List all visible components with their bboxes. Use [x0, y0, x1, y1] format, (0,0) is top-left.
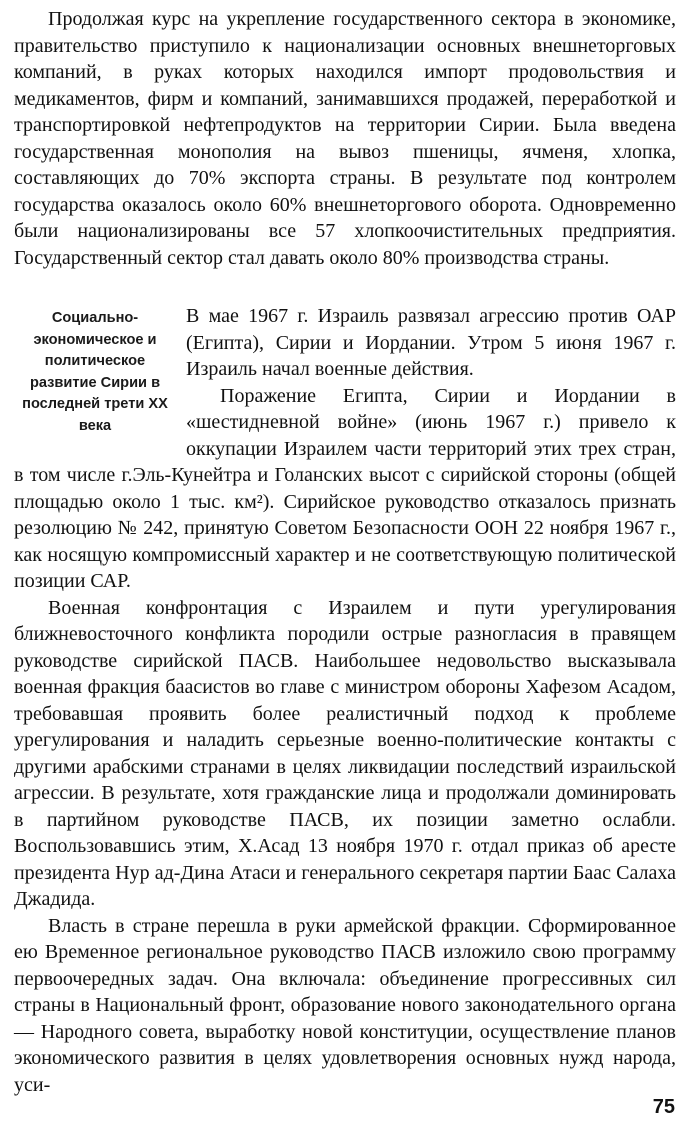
- paragraph-six-day-war: Поражение Египта, Сирии и Иордании в «шестидневной войне» (июнь 1967 г.) привело к оккупации Израилем части территорий этих трех стран, в том числе г.Эль-Кунейтра и Голанских высот с сирийской стороны (общей площадью около 1 тыс. км²). Сирийское руководство отказалось признать резолюцию № 242, принятую Советом Безопасности ООН 22 ноября 1967 г., как носящую компромиссный характер и не соответствующую политической позиции САР.: [14, 384, 676, 592]
- section-gap: [14, 271, 676, 303]
- paragraph-nationalization: Продолжая курс на укрепление государственного сектора в экономике, правительство приступило к национализации основных внешнеторговых компаний, в руках которых находился импорт продовольствия и медикаментов, фирм и компаний, занимавшихся продажей, переработкой и транспортировкой нефтепродуктов на территории Сирии. Была введена государственная монополия на вывоз пшеницы, ячменя, хлопка, составляющих до 70% экспорта страны. В результате под контролем государства оказалось около 60% внешнеторгового оборота. Одновременно были национализированы все 57 хлопкоочистительных предприятия. Государственный сектор стал давать около 80% производства страны.: [14, 8, 676, 269]
- section-margin-heading: Социально-экономическое и политическое развитие Сирии в последней трети XX века: [22, 310, 168, 434]
- paragraph-army-faction: Власть в стране перешла в руки армейской фракции. Сформированное ею Временное региональное руководство ПАСВ изложило свою программу первоочередных задач. Она включала: объединение прогрессивных сил страны в Национальный фронт, образование нового законодательного органа — Народного совета, выработку новой конституции, осуществление планов экономического развития в целях удовлетворения основных нужд народа, уси-: [14, 914, 676, 1096]
- page-body: [14, 6, 676, 1098]
- paragraph-may-1967: В мае 1967 г. Израиль развязал агрессию против ОАР (Египта), Сирии и Иордании. Утром 5 июня 1967 г. Израиль начал военные действия.: [186, 305, 676, 380]
- paragraph-military-confrontation: Военная конфронтация с Израилем и пути урегулирования ближневосточного конфликта породили острые разногласия в правящем руководстве сирийской ПАСВ. Наибольшее недовольство высказывала военная фракция баасистов во главе с министром обороны Хафезом Асадом, требовавшая проявить более реалистичный подход к проблеме урегулирования и наладить серьезные военно-политические контакты с другими арабскими странами в целях ликвидации последствий израильской агрессии. В результате, хотя гражданские лица и продолжали доминировать в партийном руководстве ПАСВ, их позиции заметно ослабли. Воспользовавшись этим, Х.Асад 13 ноября 1970 г. отдал приказ об аресте президента Нур ад-Дина Атаси и генерального секретаря партии Баас Салаха Джадида.: [14, 596, 676, 910]
- page-number: 75: [652, 1096, 675, 1118]
